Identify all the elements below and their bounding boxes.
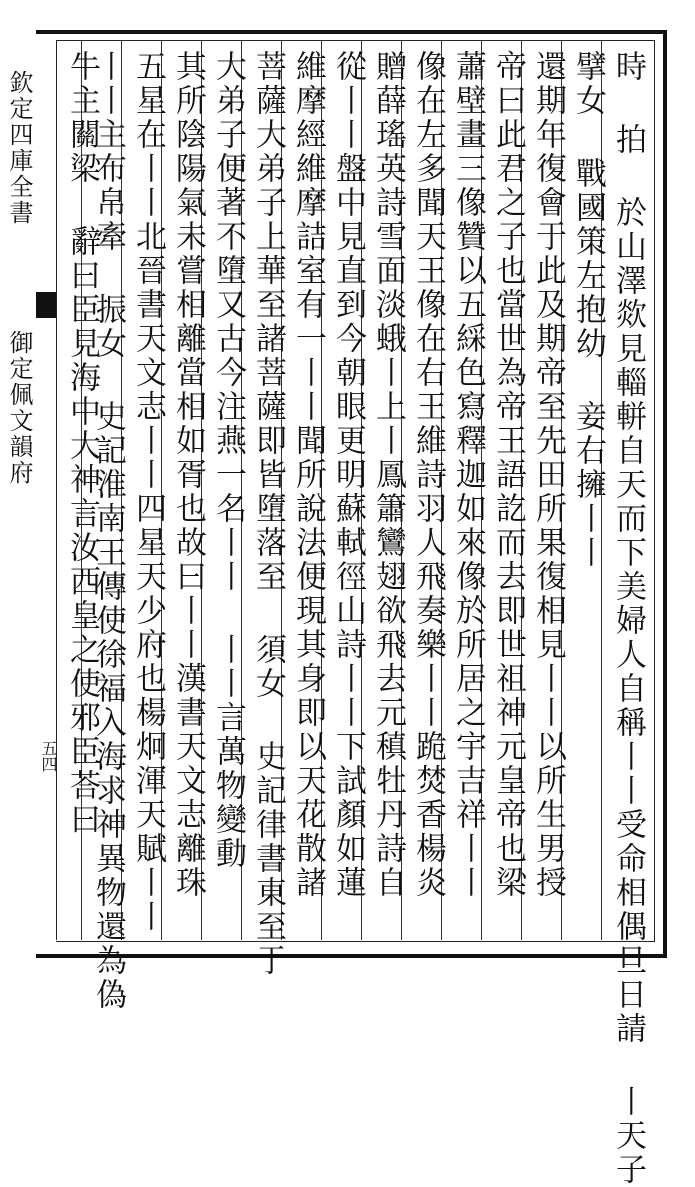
text-column-15: 牛主關梁 辭曰臣見海中大神言汝西皇之使邪臣荅曰 (64, 50, 100, 837)
section-title: 御定佩文韻府 (5, 330, 33, 486)
text-column-14: 丨丨主布帛牽 振女 史記淮南王傳使徐福入海求神異物還為偽 (90, 50, 126, 1012)
text-column-6: 像在左多聞天王像在右王維詩羽人飛奏樂丨丨跪焚香楊炎 (410, 50, 446, 900)
text-column-13: 五星在丨丨北晉書天文志丨丨四星天少府也楊炯渾天賦丨丨 (130, 50, 166, 934)
fishtail-mark (36, 292, 56, 318)
text-column-12: 其所陰陽氣未嘗相離當相如胥也故曰丨丨漢書天文志離珠 (170, 50, 206, 900)
text-column-11: 大弟子便著不墮又古今注燕一名丨丨 丨丨言萬物變動 (210, 50, 246, 871)
text-column-10: 菩薩大弟子上華至諸菩薩即皆墮落至 須女 史記律書東至于 (250, 50, 286, 978)
margin-rule (56, 40, 57, 940)
text-column-4: 帝曰此君之子也當世為帝王語訖而去即世祖神元皇帝也梁 (490, 50, 526, 900)
book-title: 欽定四庫全書 (5, 70, 33, 226)
text-column-5: 蕭壁畫三像贊以五綵色寫釋迦如來像於所居之宇吉祥丨丨 (450, 50, 486, 900)
text-column-2: 擘女 戰國策左抱幼 妾右擁丨丨 (570, 50, 606, 570)
text-column-1: 時 拍 於山澤欻見輜軿自天而下美婦人自稱丨丨受命相偶旦日請 丨天子 (610, 50, 646, 1187)
text-column-3: 還期年復會于此及期帝至先田所果復相見丨丨以所生男授 (530, 50, 566, 900)
text-column-8: 從丨丨盤中見直到今朝眼更明蘇軾徑山詩丨丨下試顏如蓮 (330, 50, 366, 900)
text-column-7: 贈薛瑤英詩雪面淡蛾丨上丨鳳簫鸞翅欲飛去元稹牡丹詩自 (370, 50, 406, 900)
text-column-9: 維摩經維摩詰室有一丨丨聞所說法便現其身即以天花散諸 (290, 50, 326, 900)
page-number: 五四 (39, 740, 58, 772)
